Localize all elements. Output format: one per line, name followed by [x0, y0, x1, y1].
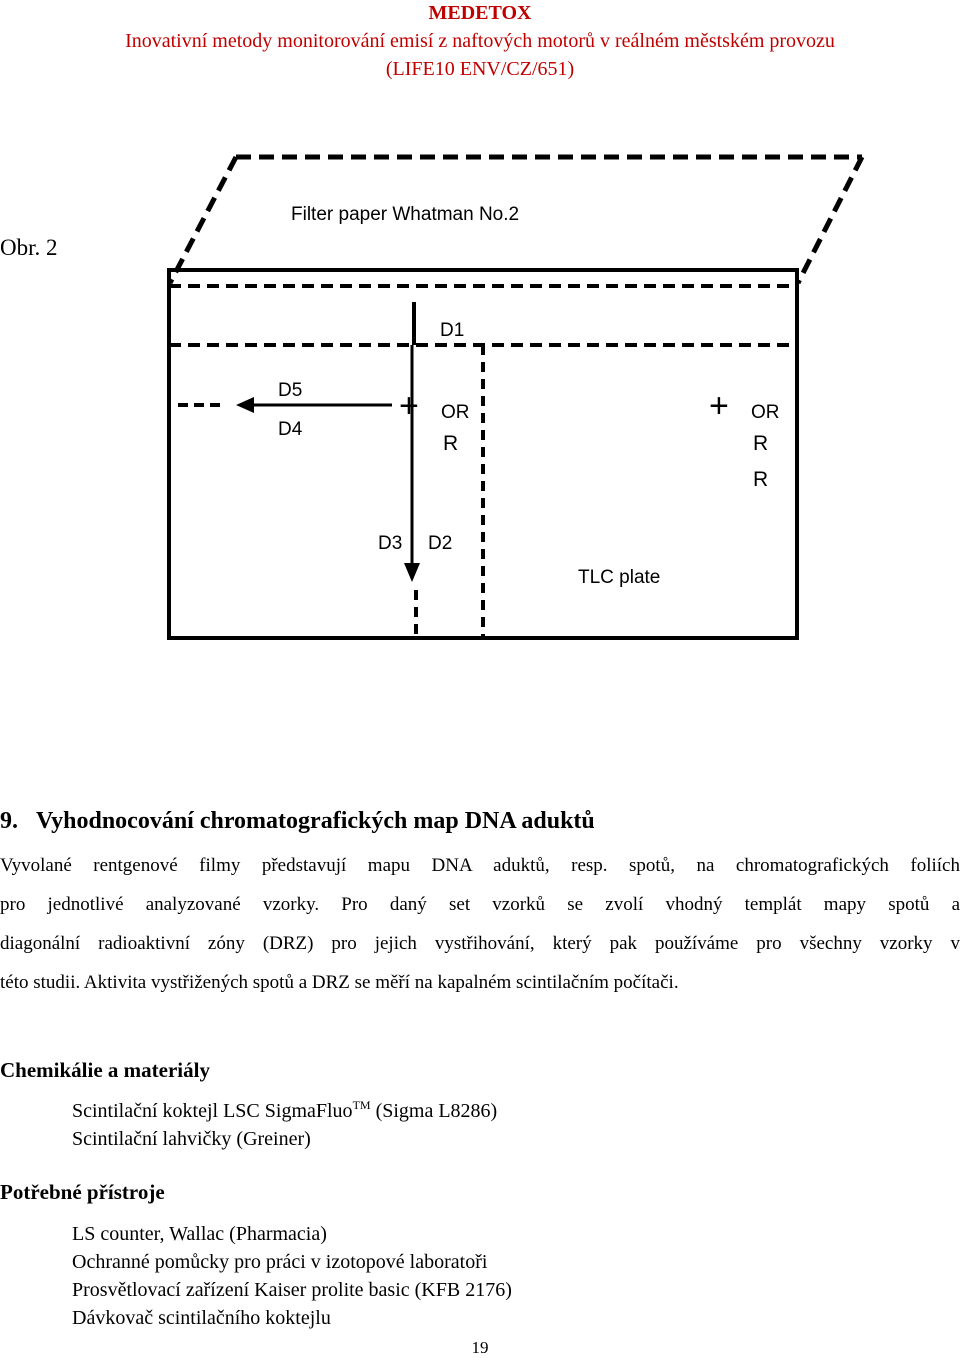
label-r-right-2: R — [753, 468, 769, 491]
origin-plus-right: + — [709, 387, 729, 425]
development-lines — [169, 286, 797, 638]
header-project-code: (LIFE10 ENV/CZ/651) — [385, 58, 575, 80]
devices-list — [72, 1220, 512, 1332]
chemical-name: Scintilační koktejl LSC SigmaFluo — [72, 1100, 353, 1122]
trademark-mark: TM — [352, 1098, 371, 1112]
label-d1: D1 — [440, 320, 465, 341]
header-title: MEDETOX — [428, 2, 532, 24]
paragraph-line: diagonální radioaktivní zóny (DRZ) pro jejich vystřihování, který pak používáme pro všechny vzorky v — [0, 933, 960, 954]
arrow-d4-left — [236, 397, 392, 413]
label-d3: D3 — [378, 533, 403, 554]
list-item: Dávkovač scintilačního koktejlu — [72, 1307, 331, 1329]
tlc-plate-label: TLC plate — [578, 567, 661, 588]
section-heading — [0, 808, 595, 835]
filter-paper-label: Filter paper Whatman No.2 — [291, 204, 520, 225]
list-item — [72, 1097, 497, 1125]
label-or-left: OR — [441, 402, 470, 423]
figure-caption: Obr. 2 — [0, 235, 58, 260]
paragraph-line: této studii. Aktivita vystřižených spotů a DRZ se měří na kapalném scintilačním počítači. — [0, 972, 679, 993]
list-item: Prosvětlovací zařízení Kaiser prolite basic (KFB 2176) — [72, 1279, 512, 1301]
chemicals-heading: Chemikálie a materiály — [0, 1058, 210, 1082]
label-d5: D5 — [278, 380, 303, 401]
chemicals-list — [72, 1097, 497, 1153]
list-item: LS counter, Wallac (Pharmacia) — [72, 1223, 327, 1245]
arrow-d2-down — [404, 345, 420, 582]
paragraph-line: pro jednotlivé analyzované vzorky. Pro daný set vzorků se zvolí vhodný templát mapy spotů a — [0, 894, 960, 915]
section-paragraph — [0, 846, 960, 1002]
header-subtitle: Inovativní metody monitorování emisí z naftových motorů v reálném městském provozu — [125, 30, 835, 52]
list-item: Ochranné pomůcky pro práci v izotopové laboratoři — [72, 1251, 488, 1273]
origin-plus-left: + — [399, 387, 419, 425]
section-number: 9. — [0, 808, 18, 834]
page-number: 19 — [471, 1338, 489, 1357]
list-item: Scintilační lahvičky (Greiner) — [72, 1128, 311, 1150]
label-d4: D4 — [278, 419, 303, 440]
label-or-right: OR — [751, 402, 780, 423]
section-title: Vyhodnocování chromatografických map DNA aduktů — [36, 808, 595, 834]
devices-heading: Potřebné přístroje — [0, 1180, 165, 1204]
paragraph-line: Vyvolané rentgenové filmy představují mapu DNA aduktů, resp. spotů, na chromatografických foliích — [0, 855, 960, 876]
label-r-right-1: R — [753, 432, 769, 455]
chemical-catalog: (Sigma L8286) — [370, 1100, 498, 1122]
label-d2: D2 — [428, 533, 453, 554]
label-r-left: R — [443, 432, 459, 455]
